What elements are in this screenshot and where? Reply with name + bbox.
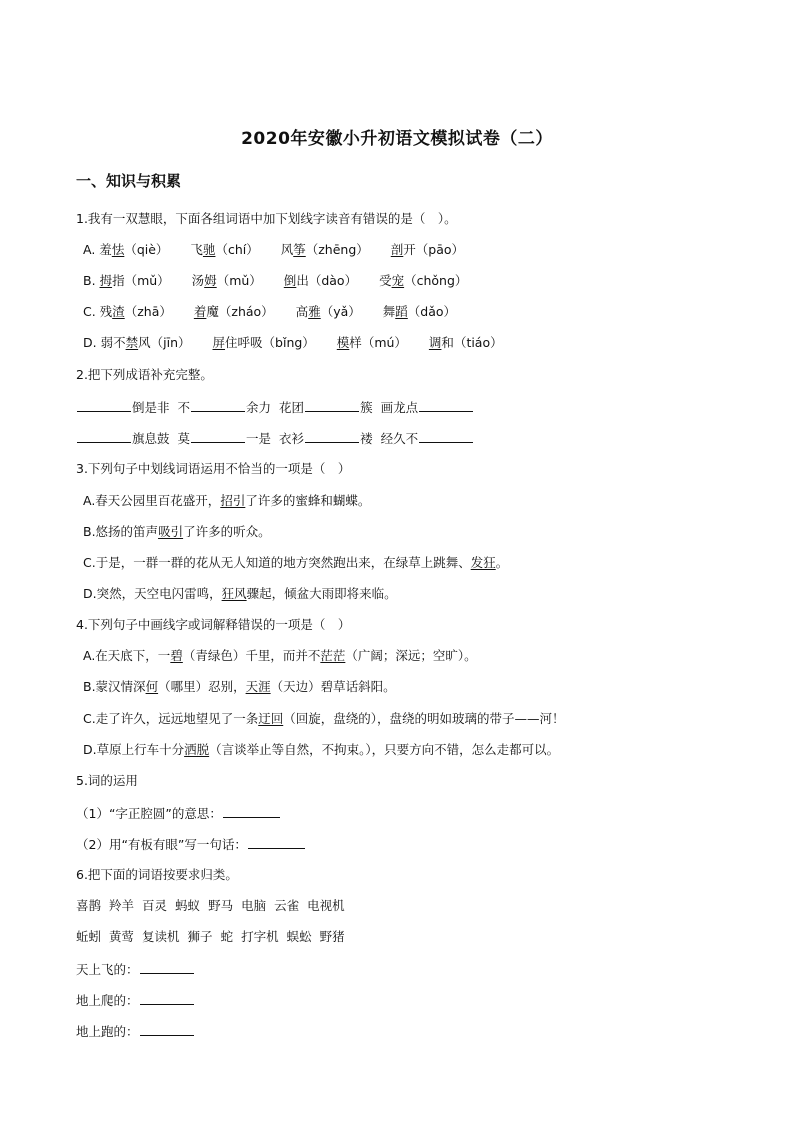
- word-item: 倒出（dào）: [283, 273, 358, 288]
- question-1-option-a[interactable]: [83, 241, 464, 259]
- question-4-option-d[interactable]: D.草原上行车十分洒脱（言谈举止等自然，不拘束。），只要方向不错，怎么走都可以。: [83, 742, 560, 757]
- fill-blank[interactable]: [419, 429, 473, 443]
- question-2-row-1: 倒是非 不 余力 花团 簇 画龙点: [76, 398, 474, 417]
- word-item: 着魔（zháo）: [193, 304, 274, 319]
- question-4-option-c[interactable]: C.走了许久，远远地望见了一条迂回（回旋，盘绕的），盘绕的明如玻璃的带子——河！: [83, 711, 565, 726]
- question-5-item-1: （1）“字正腔圆”的意思：: [76, 804, 281, 823]
- question-5-stem: 5.词的运用: [76, 773, 138, 788]
- question-6-category-sky: 天上飞的：: [76, 960, 195, 979]
- word-item: 屏住呼吸（bǐng）: [212, 335, 315, 350]
- question-2-row-2: 旗息鼓 莫 一是 衣衫 褛 经久不: [76, 429, 474, 448]
- question-3-option-c[interactable]: C.于是，一群一群的花从无人知道的地方突然跑出来，在绿草上跳舞、发狂。: [83, 555, 509, 570]
- section-heading: 一、知识与积累: [76, 172, 182, 190]
- fill-blank[interactable]: [305, 429, 359, 443]
- question-5-item-2: （2）用“有板有眼”写一句话：: [76, 835, 306, 854]
- fill-blank[interactable]: [305, 398, 359, 412]
- question-4-stem: 4.下列句子中画线字或词解释错误的一项是（ ）: [76, 617, 351, 632]
- question-6-stem: 6.把下面的词语按要求归类。: [76, 867, 238, 882]
- question-3-option-d[interactable]: D.突然，天空电闪雷鸣，狂风骤起，倾盆大雨即将来临。: [83, 586, 397, 601]
- option-label: B.: [83, 273, 96, 288]
- fill-blank[interactable]: [77, 398, 131, 412]
- question-1-option-b[interactable]: [83, 272, 467, 290]
- word-item: 飞驰（chí）: [190, 242, 259, 257]
- question-2-stem: 2.把下列成语补充完整。: [76, 367, 213, 382]
- answer-blank[interactable]: [223, 804, 280, 818]
- word-item: 剖开（pāo）: [390, 242, 465, 257]
- word-item: 高雅（yǎ）: [295, 304, 361, 319]
- word-item: 受宠（chǒng）: [379, 273, 468, 288]
- answer-blank[interactable]: [140, 960, 194, 974]
- question-6-category-run: 地上跑的：: [76, 1022, 195, 1041]
- word-item: 残渣（zhā）: [99, 304, 172, 319]
- question-6-words-row-2: 蚯蚓 黄莺 复读机 狮子 蛇 打字机 蜈蚣 野猪: [76, 929, 345, 944]
- fill-blank[interactable]: [77, 429, 131, 443]
- answer-blank[interactable]: [140, 1022, 194, 1036]
- word-item: 舞蹈（dǎo）: [382, 304, 457, 319]
- exam-title: 2020年安徽小升初语文模拟试卷（二）: [241, 129, 553, 149]
- fill-blank[interactable]: [191, 429, 245, 443]
- word-item: 拇指（mǔ）: [99, 273, 170, 288]
- answer-blank[interactable]: [140, 991, 194, 1005]
- word-item: 弱不禁风（jīn）: [100, 335, 191, 350]
- option-label: D.: [83, 335, 97, 350]
- word-item: 风筝（zhēng）: [280, 242, 369, 257]
- question-1-stem: 1.我有一双慧眼，下面各组词语中加下划线字读音有错误的是（ ）。: [76, 211, 457, 226]
- option-label: C.: [83, 304, 96, 319]
- question-3-option-b[interactable]: B.悠扬的笛声吸引了许多的听众。: [83, 524, 271, 539]
- question-4-option-b[interactable]: B.蒙汉情深何（哪里）忍别，天涯（天边）碧草话斜阳。: [83, 679, 396, 694]
- fill-blank[interactable]: [191, 398, 245, 412]
- question-3-stem: 3.下列句子中划线词语运用不恰当的一项是（ ）: [76, 461, 351, 476]
- fill-blank[interactable]: [419, 398, 473, 412]
- question-1-option-d[interactable]: [83, 334, 503, 352]
- question-3-option-a[interactable]: A.春天公园里百花盛开，招引了许多的蜜蜂和蝴蝶。: [83, 493, 371, 508]
- question-6-words-row-1: 喜鹊 羚羊 百灵 蚂蚁 野马 电脑 云雀 电视机: [76, 898, 345, 913]
- answer-blank[interactable]: [248, 835, 305, 849]
- option-label: A.: [83, 242, 96, 257]
- question-1-option-c[interactable]: [83, 303, 456, 321]
- word-item: 羞怯（qiè）: [99, 242, 169, 257]
- word-item: 模样（mú）: [336, 335, 407, 350]
- question-6-category-crawl: 地上爬的：: [76, 991, 195, 1010]
- word-item: 调和（tiáo）: [428, 335, 503, 350]
- question-4-option-a[interactable]: A.在天底下，一碧（青绿色）千里，而并不茫茫（广阔；深远；空旷）。: [83, 648, 477, 663]
- word-item: 汤姆（mǔ）: [191, 273, 262, 288]
